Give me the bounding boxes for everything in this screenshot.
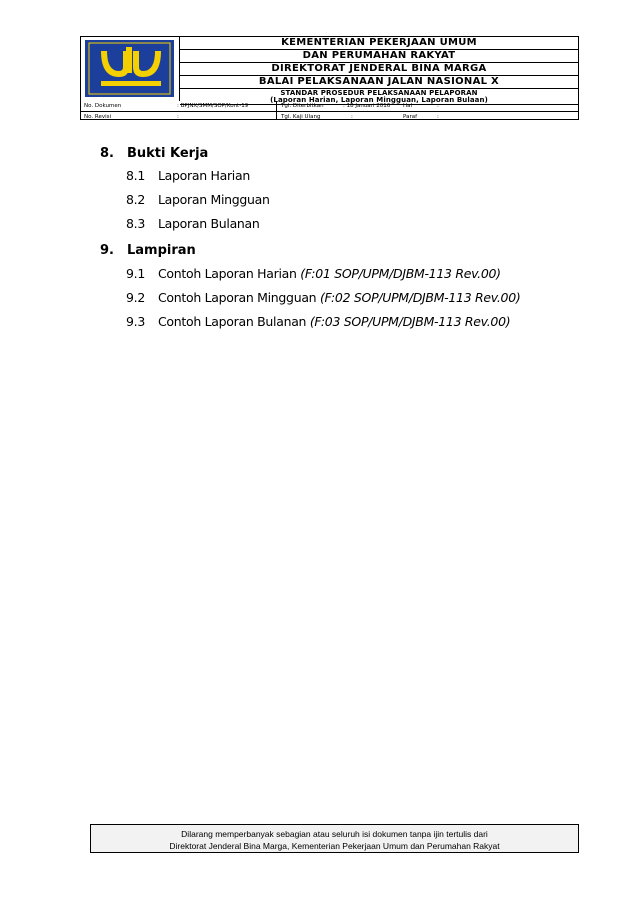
item-reference: (F:01 SOP/UPM/DJBM-113 Rev.00) [300,266,501,281]
tgl-kaji-value: : [351,114,353,120]
footer-line: Dilarang memperbanyak sebagian atau seluruh isi dokumen tanpa ijin tertulis dari [181,829,488,839]
section-title: Bukti Kerja [127,146,209,161]
no-dokumen-label: No. Dokumen [84,103,122,109]
doc-title: STANDAR PROSEDUR PELAKSANAAN PELAPORAN [280,89,478,97]
section-number: 9. [100,243,114,258]
item-text [158,266,501,281]
tgl-diterbitkan-value: : 18 Januari 2016 [343,103,391,109]
paraf-label: Paraf [403,114,418,120]
tgl-kaji-label: Tgl. Kaji Ulang [281,114,321,120]
item-text [158,192,270,207]
item-text [158,168,250,183]
logo [81,37,180,101]
section-number: 8. [100,146,114,161]
meta-row-revisi [81,112,578,122]
ministry-logo-icon [81,37,178,100]
item-label: Laporan Bulanan [158,216,260,231]
header-title-line: DAN PERUMAHAN RAKYAT [180,50,578,63]
meta-row-document [81,101,578,112]
item-text [158,314,510,329]
item-reference: (F:03 SOP/UPM/DJBM-113 Rev.00) [309,314,511,329]
item-number: 9.3 [126,314,145,329]
doc-subtitle: (Laporan Harian, Laporan Mingguan, Laporan Bulaan) [270,96,488,104]
item-text [158,216,260,231]
item-number: 8.1 [126,168,145,183]
item-text [158,290,520,305]
header-title-block [180,37,578,104]
no-revisi-value: : [177,114,179,120]
header-title-line: BALAI PELAKSANAAN JALAN NASIONAL X [180,76,578,89]
header-title-line: KEMENTERIAN PEKERJAAN UMUM [180,37,578,50]
section-title: Lampiran [127,243,196,258]
item-label: Contoh Laporan Mingguan [158,290,320,305]
hal-value: : [437,103,439,109]
item-label: Laporan Mingguan [158,192,270,207]
item-number: 9.1 [126,266,145,281]
tgl-diterbitkan-label: Tgl. Diterbitkan [281,103,324,109]
item-label: Laporan Harian [158,168,250,183]
item-number: 8.3 [126,216,145,231]
document-header [80,36,579,120]
item-reference: (F:02 SOP/UPM/DJBM-113 Rev.00) [319,290,521,305]
paraf-value: : [437,114,439,120]
footer-line: Direktorat Jenderal Bina Marga, Kementerian Pekerjaan Umum dan Perumahan Rakyat [169,841,500,851]
item-label: Contoh Laporan Bulanan [158,314,310,329]
header-title-line: DIREKTORAT JENDERAL BINA MARGA [180,63,578,76]
meta-divider [276,101,277,119]
no-revisi-label: No. Revisi [84,114,112,120]
item-number: 8.2 [126,192,145,207]
item-label: Contoh Laporan Harian [158,266,301,281]
document-footer [90,824,579,853]
hal-label: Hal [403,103,413,109]
no-dokumen-value: : BPJNX/SMM/SOP/Kont-19 [177,103,249,109]
item-number: 9.2 [126,290,145,305]
